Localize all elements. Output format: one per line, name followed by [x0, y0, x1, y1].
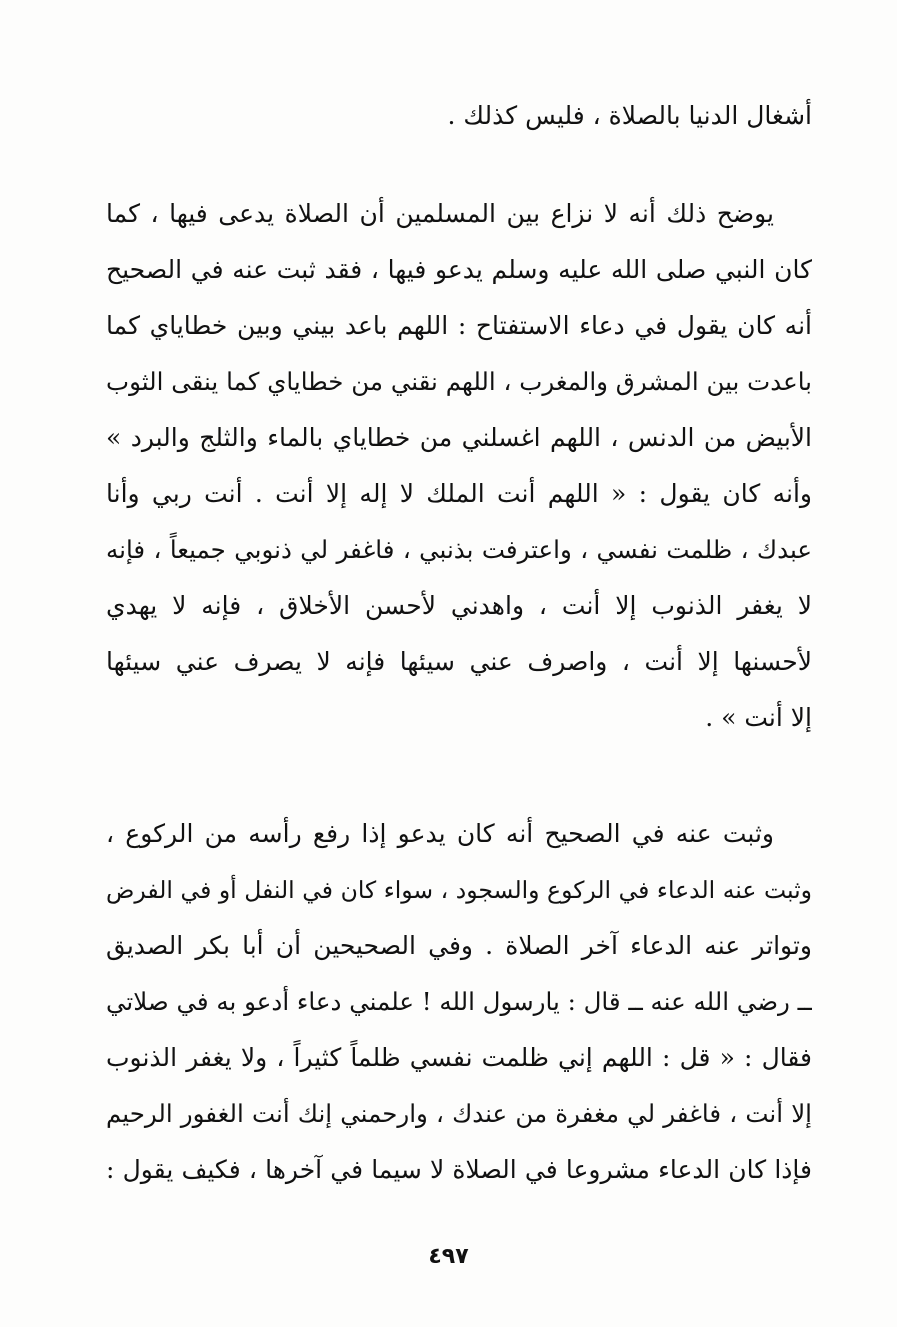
text-line: وتواتر عنه الدعاء آخر الصلاة . وفي الصحيحين أن أبا بكر الصديق	[106, 931, 812, 960]
text-line: ــ رضي الله عنه ــ قال : يارسول الله ! علمني دعاء أدعو به في صلاتي	[106, 987, 812, 1016]
text-line: وثبت عنه الدعاء في الركوع والسجود ، سواء كان في النفل أو في الفرض	[106, 876, 812, 904]
text-line: كان النبي صلى الله عليه وسلم يدعو فيها ، فقد ثبت عنه في الصحيح	[106, 255, 812, 284]
text-line: أنه كان يقول في دعاء الاستفتاح : اللهم باعد بيني وبين خطاياي كما	[106, 311, 812, 340]
text-line: إلا أنت » .	[705, 703, 812, 732]
text-line: إلا أنت ، فاغفر لي مغفرة من عندك ، وارحمني إنك أنت الغفور الرحيم	[106, 1099, 812, 1128]
text-line: لا يغفر الذنوب إلا أنت ، واهدني لأحسن الأخلاق ، فإنه لا يهدي	[106, 591, 812, 620]
text-line: فقال : « قل : اللهم إني ظلمت نفسي ظلماً كثيراً ، ولا يغفر الذنوب	[106, 1043, 812, 1072]
text-line: الأبيض من الدنس ، اللهم اغسلني من خطاياي بالماء والثلج والبرد »	[106, 423, 812, 452]
text-line: يوضح ذلك أنه لا نزاع بين المسلمين أن الصلاة يدعى فيها ، كما	[106, 199, 774, 228]
paragraph-continuation	[106, 88, 812, 144]
paragraph-dua-ruku	[106, 806, 812, 1198]
text-line: عبدك ، ظلمت نفسي ، واعترفت بذنبي ، فاغفر لي ذنوبي جميعاً ، فإنه	[106, 535, 812, 564]
paragraph-dua-istiftah	[106, 186, 812, 746]
text-line: فإذا كان الدعاء مشروعا في الصلاة لا سيما في آخرها ، فكيف يقول :	[106, 1155, 812, 1184]
page-number: ٤٩٧	[428, 1244, 469, 1269]
text-line: باعدت بين المشرق والمغرب ، اللهم نقني من خطاياي كما ينقى الثوب	[106, 367, 812, 396]
text-line: وأنه كان يقول : « اللهم أنت الملك لا إله إلا أنت . أنت ربي وأنا	[106, 479, 812, 508]
text-line: وثبت عنه في الصحيح أنه كان يدعو إذا رفع رأسه من الركوع ،	[106, 819, 774, 848]
text-line: لأحسنها إلا أنت ، واصرف عني سيئها فإنه لا يصرف عني سيئها	[106, 647, 812, 676]
text-line: أشغال الدنيا بالصلاة ، فليس كذلك .	[447, 101, 812, 130]
